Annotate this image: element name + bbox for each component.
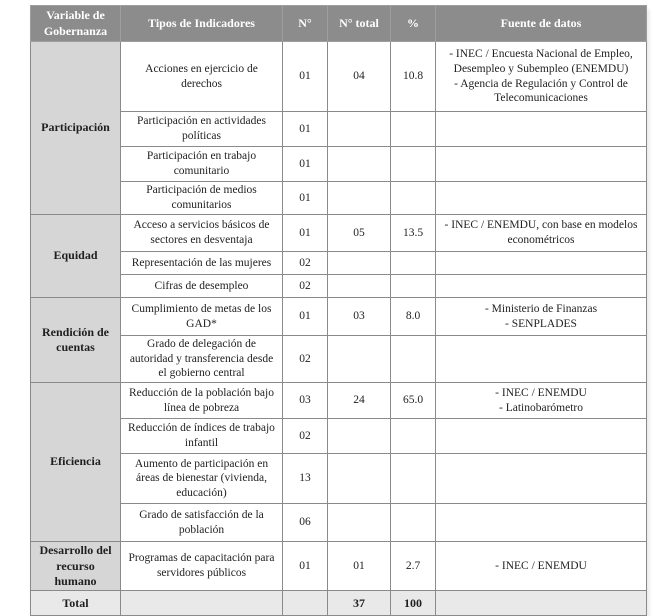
n-total-cell: 05 (328, 215, 391, 252)
source-cell (436, 454, 647, 504)
source-cell (436, 182, 647, 215)
n-cell (283, 591, 328, 616)
variable-cell-participacion: Participación (31, 42, 121, 215)
source-line: - Ministerio de Finanzas (484, 302, 598, 315)
pct-cell: 10.8 (391, 42, 436, 112)
n-cell: 01 (283, 112, 328, 147)
source-line: - SENPLADES (505, 317, 577, 330)
variable-cell-desarrollo: Desarrollo del recurso humano (31, 542, 121, 591)
pct-cell (391, 147, 436, 182)
n-cell: 02 (283, 275, 328, 298)
indicator-cell: Reducción de índices de trabajo infantil (121, 419, 283, 454)
source-line: - INEC / ENEMDU, con base en modelos econométricos (444, 219, 638, 246)
pct-cell: 2.7 (391, 542, 436, 591)
indicator-cell: Programas de capacitación para servidores públicos (121, 542, 283, 591)
indicator-cell: Aumento de participación en áreas de bienestar (vivienda, educación) (121, 454, 283, 504)
n-cell: 01 (283, 147, 328, 182)
table-row (31, 252, 647, 275)
n-cell: 06 (283, 504, 328, 542)
col-header-variable: Variable de Gobernanza (31, 6, 121, 42)
pct-cell (391, 419, 436, 454)
n-cell: 01 (283, 542, 328, 591)
pct-cell: 8.0 (391, 298, 436, 336)
n-total-cell (328, 112, 391, 147)
indicator-cell: Reducción de la población bajo línea de pobreza (121, 383, 283, 419)
source-cell (436, 383, 647, 419)
indicator-cell: Grado de satisfacción de la población (121, 504, 283, 542)
variable-cell-rendicion: Rendición de cuentas (31, 298, 121, 383)
n-total-cell: 04 (328, 42, 391, 112)
n-total-cell: 24 (328, 383, 391, 419)
col-header-indicadores: Tipos de Indicadores (121, 6, 283, 42)
table-row (31, 147, 647, 182)
n-total-cell (328, 252, 391, 275)
n-cell: 01 (283, 215, 328, 252)
indicator-cell: Participación en trabajo comunitario (121, 147, 283, 182)
variable-cell-eficiencia: Eficiencia (31, 383, 121, 542)
pct-cell (391, 336, 436, 383)
source-line: - Latinobarómetro (499, 401, 583, 414)
source-cell (436, 419, 647, 454)
col-header-n: N° (283, 6, 328, 42)
governance-indicators-table (30, 5, 647, 616)
indicator-cell: Acceso a servicios básicos de sectores en desventaja (121, 215, 283, 252)
source-cell (436, 147, 647, 182)
n-cell: 01 (283, 298, 328, 336)
header-row (31, 6, 647, 42)
table-row (31, 419, 647, 454)
indicator-cell: Participación de medios comunitarios (121, 182, 283, 215)
source-line: - Agencia de Regulación y Control de Telecomunicaciones (454, 77, 628, 105)
pct-cell: 65.0 (391, 383, 436, 419)
pct-cell: 100 (391, 591, 436, 616)
source-cell (436, 591, 647, 616)
indicator-cell: Participación en actividades políticas (121, 112, 283, 147)
indicator-cell: Representación de las mujeres (121, 252, 283, 275)
pct-cell (391, 112, 436, 147)
n-total-cell: 37 (328, 591, 391, 616)
source-cell (436, 42, 647, 112)
pct-cell (391, 252, 436, 275)
n-total-cell: 01 (328, 542, 391, 591)
table-row (31, 215, 647, 252)
table-row (31, 42, 647, 112)
table-row (31, 504, 647, 542)
pct-cell (391, 182, 436, 215)
table-row (31, 298, 647, 336)
total-row (31, 591, 647, 616)
indicator-cell: Cumplimiento de metas de los GAD* (121, 298, 283, 336)
source-cell (436, 215, 647, 252)
source-line: - INEC / ENEMDU (495, 386, 587, 399)
source-line: - INEC / Encuesta Nacional de Empleo, Desempleo y Subempleo (ENEMDU) (449, 48, 633, 75)
n-total-cell (328, 275, 391, 298)
indicator-cell (121, 591, 283, 616)
n-total-cell (328, 182, 391, 215)
source-cell (436, 336, 647, 383)
variable-cell-equidad: Equidad (31, 215, 121, 298)
n-cell: 13 (283, 454, 328, 504)
n-total-cell: 03 (328, 298, 391, 336)
source-cell (436, 112, 647, 147)
table-row (31, 454, 647, 504)
indicator-cell: Acciones en ejercicio de derechos (121, 42, 283, 112)
n-total-cell (328, 336, 391, 383)
table-row (31, 383, 647, 419)
n-total-cell (328, 454, 391, 504)
pct-cell (391, 504, 436, 542)
indicator-cell: Cifras de desempleo (121, 275, 283, 298)
col-header-pct: % (391, 6, 436, 42)
source-cell (436, 252, 647, 275)
source-line: - INEC / ENEMDU (495, 559, 587, 572)
pct-cell (391, 454, 436, 504)
col-header-n-total: N° total (328, 6, 391, 42)
pct-cell: 13.5 (391, 215, 436, 252)
col-header-fuente: Fuente de datos (436, 6, 647, 42)
n-total-cell (328, 504, 391, 542)
source-cell (436, 298, 647, 336)
n-cell: 01 (283, 42, 328, 112)
source-cell (436, 504, 647, 542)
n-cell: 01 (283, 182, 328, 215)
total-label-cell: Total (31, 591, 121, 616)
n-cell: 02 (283, 419, 328, 454)
table-row (31, 182, 647, 215)
source-cell (436, 542, 647, 591)
table-row (31, 275, 647, 298)
n-cell: 02 (283, 336, 328, 383)
n-cell: 02 (283, 252, 328, 275)
source-cell (436, 275, 647, 298)
table-row (31, 336, 647, 383)
indicator-cell: Grado de delegación de autoridad y transferencia desde el gobierno central (121, 336, 283, 383)
pct-cell (391, 275, 436, 298)
table-row (31, 112, 647, 147)
n-total-cell (328, 419, 391, 454)
table-row (31, 542, 647, 591)
n-total-cell (328, 147, 391, 182)
n-cell: 03 (283, 383, 328, 419)
